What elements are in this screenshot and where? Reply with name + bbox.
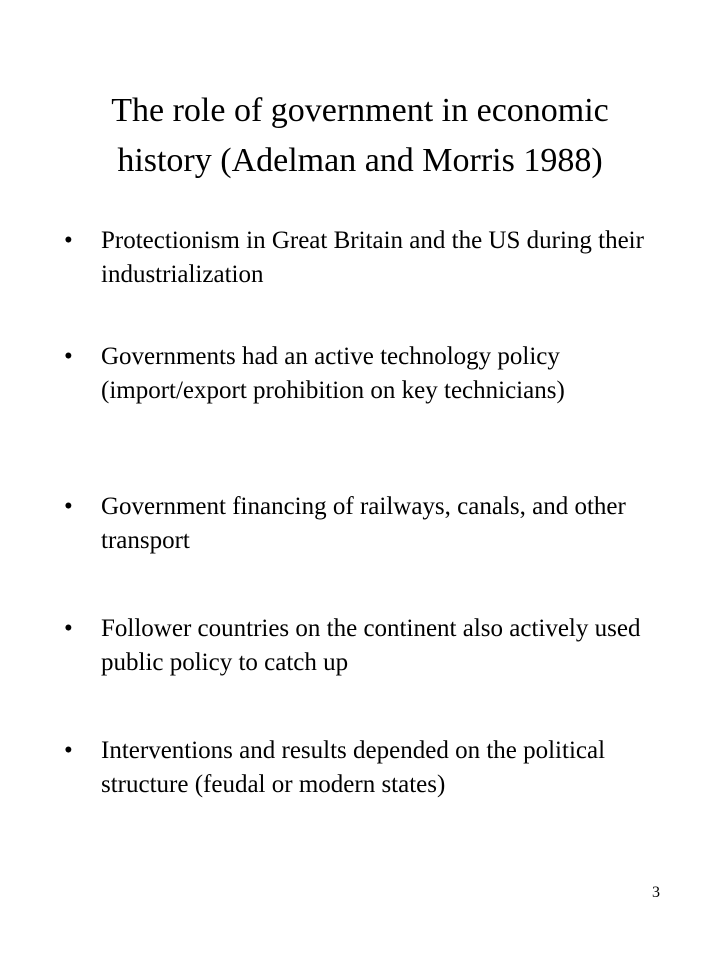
bullet-dot-icon: • — [64, 493, 73, 520]
bullet-item — [64, 490, 684, 558]
bullet-text: Protectionism in Great Britain and the US during their industrialization — [101, 227, 644, 288]
bullet-dot-icon: • — [64, 615, 73, 642]
bullet-text: Government financing of railways, canals, and other transport — [101, 493, 626, 554]
bullet-dot-icon: • — [64, 737, 73, 764]
bullet-item — [64, 224, 684, 292]
bullet-item — [64, 734, 684, 802]
bullet-dot-icon: • — [64, 227, 73, 254]
title-line-2: history (Adelman and Morris 1988) — [117, 142, 603, 179]
bullet-item — [64, 612, 684, 680]
bullet-text: Follower countries on the continent also actively used public policy to catch up — [101, 615, 641, 676]
bullet-dot-icon: • — [64, 343, 73, 370]
bullet-text: Governments had an active technology policy (import/export prohibition on key technicians) — [101, 343, 565, 404]
bullet-text: Interventions and results depended on the political structure (feudal or modern states) — [101, 737, 606, 798]
bullet-item — [64, 340, 684, 408]
title-line-1: The role of government in economic — [111, 92, 609, 129]
slide-title — [40, 86, 680, 186]
page-number: 3 — [652, 884, 660, 901]
